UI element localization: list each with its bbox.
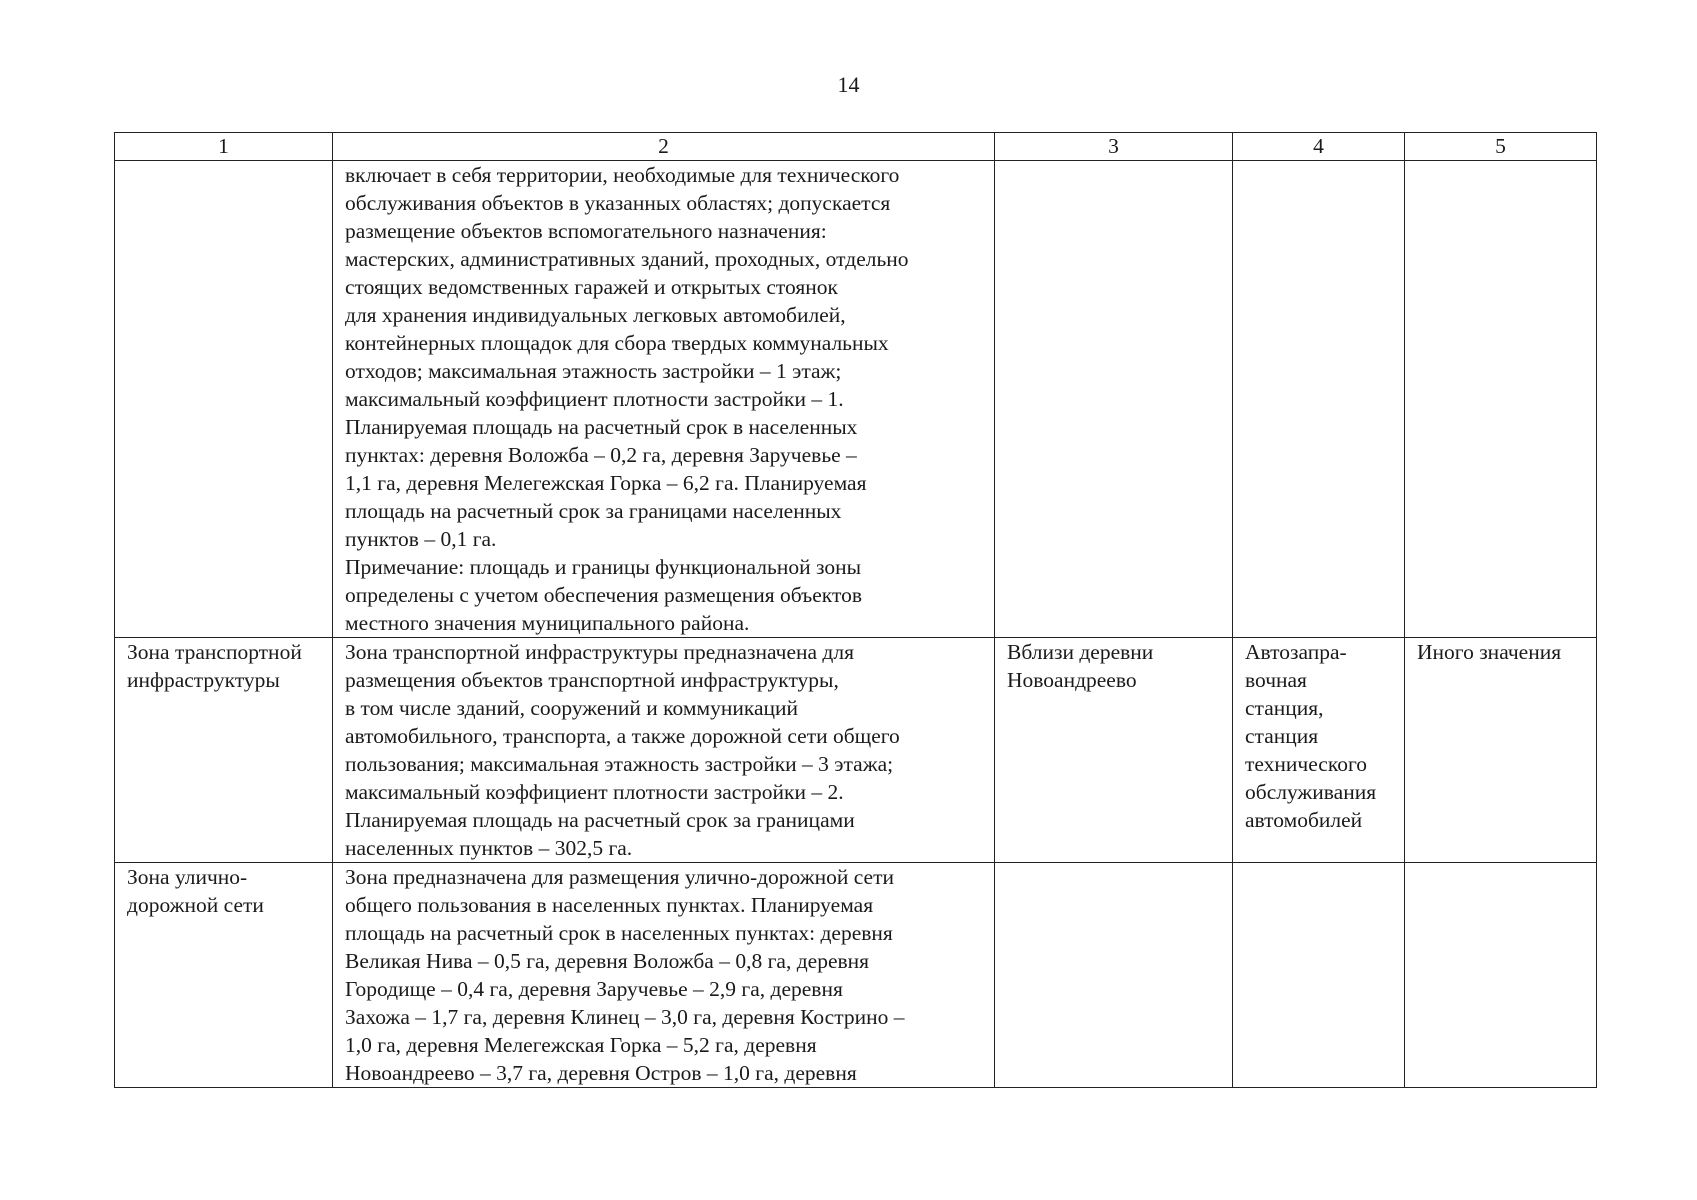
cell-text-line: обслуживания bbox=[1245, 780, 1377, 804]
table-cell-col1 bbox=[115, 161, 333, 638]
cell-text-line: мастерских, административных зданий, проходных, отдельно bbox=[345, 247, 909, 271]
cell-text-line: дорожной сети bbox=[127, 893, 264, 917]
table-row-transport-zone bbox=[115, 638, 1597, 863]
table-cell-col4 bbox=[1233, 161, 1405, 638]
cell-text-line: максимальный коэффициент плотности застройки – 1. bbox=[345, 387, 844, 411]
cell-text-line: Захожа – 1,7 га, деревня Клинец – 3,0 га, деревня Кострино – bbox=[345, 1005, 905, 1029]
table-cell-col1 bbox=[115, 638, 333, 863]
cell-text-line: Зона улично- bbox=[127, 865, 248, 889]
cell-text-line: площадь на расчетный срок за границами населенных bbox=[345, 499, 842, 523]
cell-text-line: включает в себя территории, необходимые для технического bbox=[345, 163, 900, 187]
table-row-continuation bbox=[115, 161, 1597, 638]
cell-text-line: контейнерных площадок для сбора твердых коммунальных bbox=[345, 331, 889, 355]
table-cell-col5 bbox=[1405, 638, 1597, 863]
cell-text-line: площадь на расчетный срок в населенных пунктах: деревня bbox=[345, 921, 893, 945]
cell-text-line: Вблизи деревни bbox=[1007, 640, 1154, 664]
cell-text-line: технического bbox=[1245, 752, 1367, 776]
cell-text-line: Примечание: площадь и границы функциональной зоны bbox=[345, 555, 862, 579]
cell-text-line: определены с учетом обеспечения размещения объектов bbox=[345, 583, 862, 607]
table-cell-col5 bbox=[1405, 863, 1597, 1088]
cell-text-line: Зона предназначена для размещения улично-дорожной сети bbox=[345, 865, 895, 889]
cell-text-line: в том числе зданий, сооружений и коммуникаций bbox=[345, 696, 799, 720]
cell-text-line: стоящих ведомственных гаражей и открытых стоянок bbox=[345, 275, 838, 299]
cell-text-line: автомобильного, транспорта, а также дорожной сети общего bbox=[345, 724, 900, 748]
cell-text-line: размещение объектов вспомогательного назначения: bbox=[345, 219, 827, 243]
table-cell-col4 bbox=[1233, 638, 1405, 863]
cell-text-line: Зона транспортной инфраструктуры предназначена для bbox=[345, 640, 854, 664]
column-header-4: 4 bbox=[1233, 133, 1405, 161]
cell-text-line: населенных пунктов – 302,5 га. bbox=[345, 836, 633, 860]
table-cell-col3 bbox=[995, 863, 1233, 1088]
cell-text-line: пунктах: деревня Воложба – 0,2 га, деревня Заручевье – bbox=[345, 443, 857, 467]
cell-text-line: Зона транспортной bbox=[127, 640, 302, 664]
zones-table bbox=[114, 132, 1597, 1088]
cell-text-line: обслуживания объектов в указанных областях; допускается bbox=[345, 191, 891, 215]
cell-text-line: размещения объектов транспортной инфраструктуры, bbox=[345, 668, 839, 692]
column-header-5: 5 bbox=[1405, 133, 1597, 161]
cell-text-line: инфраструктуры bbox=[127, 668, 280, 692]
cell-text-line: Планируемая площадь на расчетный срок в населенных bbox=[345, 415, 858, 439]
cell-text-line: станция, bbox=[1245, 696, 1324, 720]
table-cell-col2 bbox=[333, 161, 995, 638]
table-cell-col2 bbox=[333, 863, 995, 1088]
cell-text-line: 1,1 га, деревня Мелегежская Горка – 6,2 га. Планируемая bbox=[345, 471, 867, 495]
cell-text-line: вочная bbox=[1245, 668, 1307, 692]
table-cell-col5 bbox=[1405, 161, 1597, 638]
cell-text-line: Городище – 0,4 га, деревня Заручевье – 2,9 га, деревня bbox=[345, 977, 843, 1001]
column-header-1: 1 bbox=[115, 133, 333, 161]
table-header-row bbox=[115, 133, 1597, 161]
cell-text-line: пунктов – 0,1 га. bbox=[345, 527, 497, 551]
cell-text-line: максимальный коэффициент плотности застройки – 2. bbox=[345, 780, 844, 804]
cell-text-line: станция bbox=[1245, 724, 1319, 748]
page-number: 14 bbox=[837, 72, 860, 97]
table-cell-col3 bbox=[995, 161, 1233, 638]
table-cell-col3 bbox=[995, 638, 1233, 863]
cell-text-line: автомобилей bbox=[1245, 808, 1363, 832]
cell-text-line: местного значения муниципального района. bbox=[345, 611, 750, 635]
cell-text-line: Автозапра- bbox=[1245, 640, 1347, 664]
column-header-2: 2 bbox=[333, 133, 995, 161]
cell-text-line: пользования; максимальная этажность застройки – 3 этажа; bbox=[345, 752, 894, 776]
table-row-road-network-zone bbox=[115, 863, 1597, 1088]
column-header-3: 3 bbox=[995, 133, 1233, 161]
cell-text-line: отходов; максимальная этажность застройки – 1 этаж; bbox=[345, 359, 842, 383]
cell-text-line: Новоандреево – 3,7 га, деревня Остров – 1,0 га, деревня bbox=[345, 1061, 857, 1085]
table-cell-col1 bbox=[115, 863, 333, 1088]
cell-text-line: Иного значения bbox=[1417, 640, 1562, 664]
cell-text-line: 1,0 га, деревня Мелегежская Горка – 5,2 га, деревня bbox=[345, 1033, 817, 1057]
cell-text-line: Великая Нива – 0,5 га, деревня Воложба – 0,8 га, деревня bbox=[345, 949, 870, 973]
cell-text-line: общего пользования в населенных пунктах. Планируемая bbox=[345, 893, 874, 917]
cell-text-line: Планируемая площадь на расчетный срок за границами bbox=[345, 808, 855, 832]
cell-text-line: Новоандреево bbox=[1007, 668, 1137, 692]
table-cell-col2 bbox=[333, 638, 995, 863]
table-cell-col4 bbox=[1233, 863, 1405, 1088]
cell-text-line: для хранения индивидуальных легковых автомобилей, bbox=[345, 303, 846, 327]
